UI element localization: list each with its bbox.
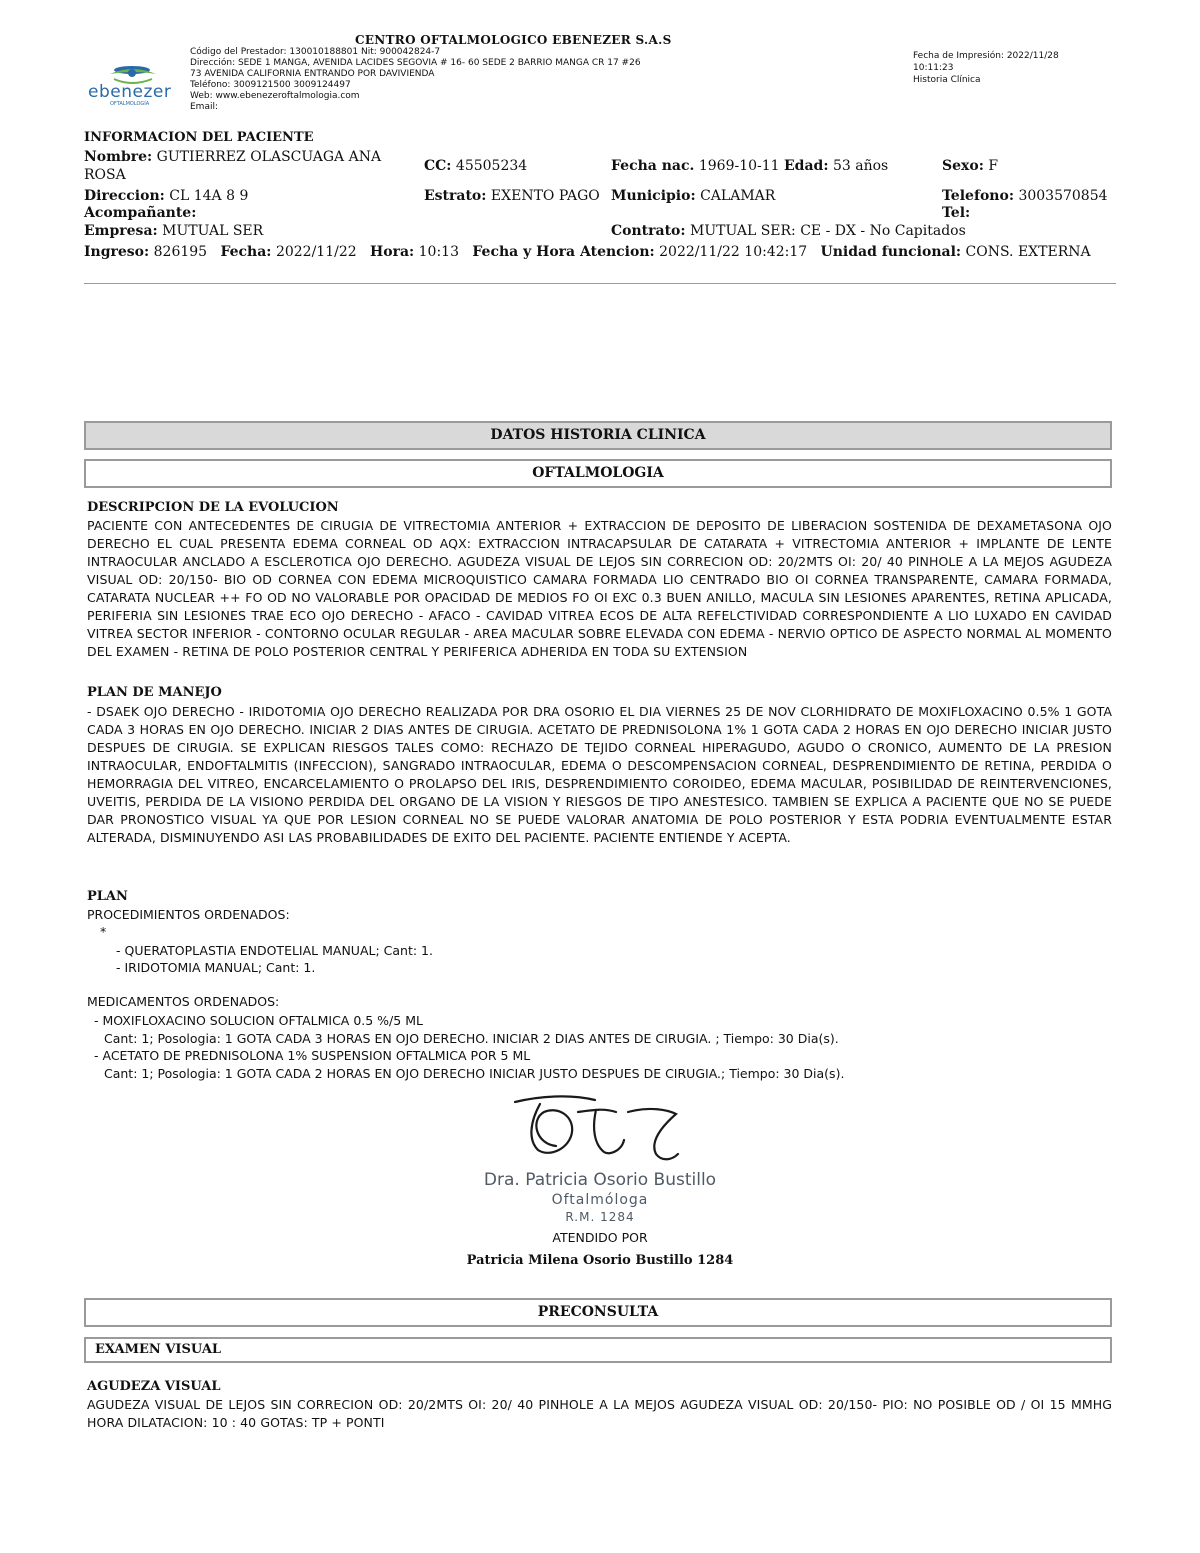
email-line: Email: — [190, 102, 219, 112]
atendido-label: ATENDIDO POR — [552, 1230, 648, 1245]
patient-companion: Acompañante: — [84, 205, 197, 221]
medicamento-2-name: - ACETATO DE PREDNISOLONA 1% SUSPENSION OFTALMICA POR 5 ML — [94, 1048, 531, 1063]
stamp-name: Dra. Patricia Osorio Bustillo — [483, 1170, 717, 1190]
doctor-signature — [500, 1092, 690, 1168]
agudeza-title: AGUDEZA VISUAL — [87, 1379, 221, 1394]
header-divider — [84, 283, 1116, 284]
address-line-2: 73 AVENIDA CALIFORNIA ENTRANDO POR DAVIVIENDA — [190, 69, 435, 79]
procedimiento-item: - QUERATOPLASTIA ENDOTELIAL MANUAL; Cant: 1. — [116, 943, 433, 958]
patient-municipio: Municipio: CALAMAR — [611, 188, 776, 204]
medicamentos-title: MEDICAMENTOS ORDENADOS: — [87, 994, 280, 1009]
agudeza-text: AGUDEZA VISUAL DE LEJOS SIN CORRECION OD: 20/2MTS OI: 20/ 40 PINHOLE A LA MEJOS AGUDEZA VISUAL OD: 20/150- PIO: NO POSIBLE OD / OI 15 MMHG HORA DILATACION: 10 : 40 GOTAS: TP + PONTI — [87, 1397, 1112, 1430]
plan-manejo-title: PLAN DE MANEJO — [87, 685, 222, 700]
ebenezer-logo — [88, 56, 188, 110]
patient-contrato: Contrato: MUTUAL SER: CE - DX - No Capitados — [611, 223, 966, 239]
medicamento-2-detail: Cant: 1; Posologia: 1 GOTA CADA 2 HORAS EN OJO DERECHO INICIAR JUSTO DESPUES DE CIRUGIA.; Tiempo: 30 Dia(s). — [104, 1066, 845, 1081]
address-line-1: Dirección: SEDE 1 MANGA, AVENIDA LACIDES SEGOVIA # 16- 60 SEDE 2 BARRIO MANGA CR 17 #26 — [190, 58, 641, 68]
patient-estrato: Estrato: EXENTO PAGO — [424, 188, 600, 204]
medicamento-1-detail: Cant: 1; Posologia: 1 GOTA CADA 3 HORAS EN OJO DERECHO. INICIAR 2 DIAS ANTES DE CIRUGIA. ; Tiempo: 30 Dia(s). — [104, 1031, 839, 1046]
patient-sex: Sexo: F — [942, 158, 999, 174]
patient-empresa: Empresa: MUTUAL SER — [84, 223, 264, 239]
phone-line: Teléfono: 3009121500 3009124497 — [190, 80, 351, 90]
plan-title: PLAN — [87, 889, 128, 904]
logo-subtitle: OFTALMOLOGÍA — [110, 101, 150, 107]
web-line: Web: www.ebenezeroftalmologia.com — [190, 91, 360, 101]
stamp-rm: R.M. 1284 — [565, 1210, 635, 1224]
evolucion-text: PACIENTE CON ANTECEDENTES DE CIRUGIA DE VITRECTOMIA ANTERIOR + EXTRACCION DE DEPOSITO DE LIBERACION SOSTENIDA DE DEXAMETASONA OJO DERECHO EL CUAL PRESENTA EDEMA CORNEAL OD AQX: EXTRACCION INTRACAPSULAR DE CATARATA + VITRECTOMIA ANTERIOR + IMPLANTE DE LENTE INTRAOCULAR ANCLADO A ESCLEROTICA OJO DERECHO. AGUDEZA VISUAL DE LEJOS SIN CORRECION OD: 20/2MTS OI: 20/ 40 PINHOLE A LA MEJOS AGUDEZA VISUAL OD: 20/150- BIO OD CORNEA CON EDEMA MICROQUISTICO CAMARA FORMADA LIO CENTRADO BIO OI CORNEA TRANSPARENTE, CAMARA FORMADA, CATARATA NUCLEAR ++ FO OD NO VALORABLE POR OPACIDAD DE MEDIOS FO OI EXC 0.3 BUEN ANILLO, MACULA SIN LESIONES APARENTES, RETINA APLICADA, PERIFERIA SIN LESIONES TRAE ECO OJO DERECHO - AFACO - CAVIDAD VITREA ECOS DE ALTA REFELCTIVIDAD CORRESPONDIENTE A LIO LUXADO EN CAVIDAD VITREA SECTOR INFERIOR - CONTORNO OCULAR REGULAR - AREA MACULAR SOBRE ELEVADA CON EDEMA - NERVIO OPTICO DE ASPECTO NORMAL AL MOMENTO DEL EXAMEN - RETINA DE POLO POSTERIOR CENTRAL Y PERIFERICA ADHERIDA EN TODA SU EXTENSION — [87, 518, 1112, 659]
companion-tel: Tel: — [942, 205, 971, 221]
print-time: 10:11:23 — [913, 63, 954, 73]
patient-section-title: INFORMACION DEL PACIENTE — [84, 130, 314, 145]
admission-line: Ingreso: 826195 Fecha: 2022/11/22 Hora: 10:13 Fecha y Hora Atencion: 2022/11/22 10:42:17 Unidad funcional: CONS. EXTERNA — [84, 244, 1091, 260]
doctor-full-name: Patricia Milena Osorio Bustillo 1284 — [466, 1253, 734, 1268]
patient-cc: CC: 45505234 — [424, 158, 528, 174]
provider-code-line: Código del Prestador: 130010188801 Nit: 900042824-7 — [190, 47, 441, 57]
history-title: DATOS HISTORIA CLINICA — [84, 421, 1112, 450]
patient-name-value: GUTIERREZ OLASCUAGA ANA — [156, 149, 382, 165]
medicamento-1-name: - MOXIFLOXACINO SOLUCION OFTALMICA 0.5 %/5 ML — [94, 1013, 423, 1028]
procedimientos-asterisk: * — [100, 924, 107, 939]
patient-birth-age: Fecha nac. 1969-10-11 Edad: 53 años — [611, 158, 889, 174]
org-name: CENTRO OFTALMOLOGICO EBENEZER S.A.S — [355, 33, 672, 47]
print-info — [913, 50, 1059, 86]
procedimientos-title: PROCEDIMIENTOS ORDENADOS: — [87, 907, 290, 922]
patient-phone: Telefono: 3003570854 — [942, 188, 1108, 204]
patient-name: Nombre: GUTIERREZ OLASCUAGA ANA ROSA — [84, 149, 382, 183]
logo-wordmark: ebenezer — [88, 82, 172, 102]
procedimiento-item: - IRIDOTOMIA MANUAL; Cant: 1. — [116, 960, 316, 975]
stamp-role: Oftalmóloga — [551, 1192, 649, 1208]
plan-manejo-text: - DSAEK OJO DERECHO - IRIDOTOMIA OJO DERECHO REALIZADA POR DRA OSORIO EL DIA VIERNES 25 DE NOV CLORHIDRATO DE MOXIFLOXACINO 0.5% 1 GOTA CADA 3 HORAS EN OJO DERECHO. INICIAR 2 DIAS ANTES DE CIRUGIA. ACETATO DE PREDNISOLONA 1% 1 GOTA CADA 2 HORAS EN OJO DERECHO INICIAR JUSTO DESPUES DE CIRUGIA. SE EXPLICAN RIESGOS TALES COMO: RECHAZO DE TEJIDO CORNEAL HIPERAGUDO, AGUDO O CRONICO, AUMENTO DE LA PRESION INTRAOCULAR, ENDOFTALMITIS (INFECCION), SANGRADO INTRAOCULAR, EDEMA O DESCOMPENSACION CORNEAL, DESPRENDIMIENTO DE RETINA, PERDIDA O HEMORRAGIA DEL VITREO, ENCARCELAMIENTO O PROLAPSO DEL IRIS, DESPRENDIMIENTO COROIDEO, EDEMA MACULAR, POSIBILIDAD DE REINTERVENCIONES, UVEITIS, PERDIDA DE LA VISIONO PERDIDA DEL ORGANO DE LA VISION Y RIESGOS DE TIPO ANESTESICO. TAMBIEN SE EXPLICA A PACIENTE QUE NO SE PUEDE DAR PRONOSTICO VISUAL YA QUE POR LESION CORNEAL NO SE PUEDE VALORAR ANATOMIA DE POLO POSTERIOR Y ESTA PODRIA EVENTUALMENTE ESTAR ALTERADA, DISMINUYENDO ASI LAS PROBABILIDADES DE EXITO DEL PACIENTE. PACIENTE ENTIENDE Y ACEPTA. — [87, 704, 1112, 845]
patient-address: Direccion: CL 14A 8 9 — [84, 188, 249, 204]
evolucion-title: DESCRIPCION DE LA EVOLUCION — [87, 500, 339, 515]
print-date: Fecha de Impresión: 2022/11/28 — [913, 51, 1059, 61]
specialty-title: OFTALMOLOGIA — [84, 459, 1112, 488]
examen-visual-title: EXAMEN VISUAL — [84, 1337, 1112, 1363]
provider-info — [190, 47, 641, 113]
patient-name-value-2: ROSA — [84, 167, 126, 183]
document-type: Historia Clínica — [913, 75, 981, 85]
preconsulta-title: PRECONSULTA — [84, 1298, 1112, 1327]
